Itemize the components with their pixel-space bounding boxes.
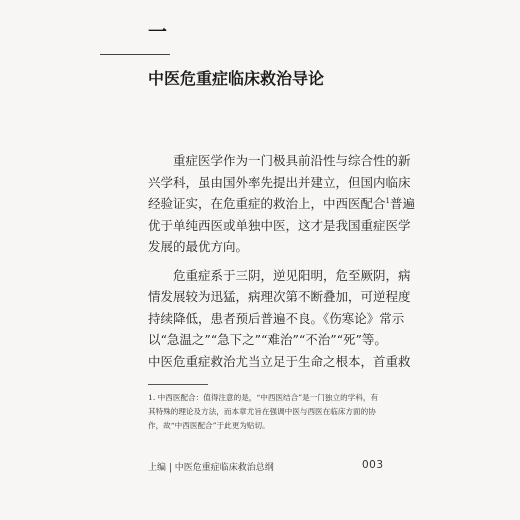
chapter-title: 中医危重症临床救治导论 xyxy=(148,69,325,88)
body-line: 发展的最优方向。 xyxy=(148,239,249,254)
footnote-rule xyxy=(148,384,208,385)
chapter-number: 一 xyxy=(148,21,168,43)
footnote-line: 1. 中西医配合：值得注意的是，“中西医结合”是一门独立的学科，有 xyxy=(148,393,379,402)
body-line: 以“急温之”“急下之”“难治”“不治”“死”等。 xyxy=(148,332,387,347)
body-line: 重症医学作为一门极具前沿性与综合性的新 xyxy=(173,153,411,168)
paragraph-gap xyxy=(148,258,388,265)
body-line-text: 普遍 xyxy=(389,196,415,211)
body-line: 持续降低，患者预后普遍不良。《伤寒论》常示 xyxy=(148,310,405,326)
body-text xyxy=(148,150,415,372)
running-footer: 上编 | 中医危重症临床救治总纲 xyxy=(148,463,274,473)
body-line-text: 经验证实，在危重症的救治上，中西医配合 xyxy=(148,196,386,211)
body-line: 兴学科，虽由国外率先提出并建立，但国内临床 xyxy=(148,174,411,190)
footnote-ref[interactable]: 1 xyxy=(385,196,390,205)
body-line: 中医危重症救治尤当立足于生命之根本，首重救 xyxy=(148,353,411,369)
chapter-rule xyxy=(100,54,170,55)
body-line: 危重症系于三阴，逆见阳明，危至厥阴，病 xyxy=(173,267,411,283)
page-number: 003 xyxy=(362,459,384,471)
body-line xyxy=(148,193,415,215)
body-line: 优于单纯西医或单独中医，这才是我国重症医学 xyxy=(148,217,411,233)
footnote-line: 作，故“中西医配合”于此更为贴切。 xyxy=(148,421,270,430)
body-line: 情发展较为迅猛，病理次第不断叠加，可逆程度 xyxy=(148,289,411,304)
footnote-line: 其特殊的理论及方法，而本章尤旨在强调中医与西医在临床方面的协 xyxy=(148,407,376,416)
footnote xyxy=(148,391,398,433)
